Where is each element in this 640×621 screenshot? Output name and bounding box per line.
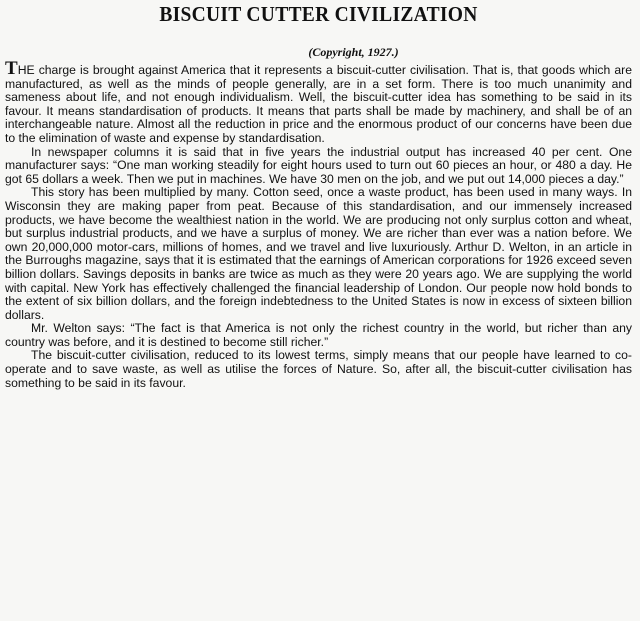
paragraph-2: In newspaper columns it is said that in five years the industrial output has increased 40 per cent. One manufacturer says: “One man working steadily for eight hours used to turn out 60 pieces an hour, or 480 a day. He got 65 dollars a week. Then we put in machines. We have 30 men on the job, and we put out 14,000 pieces a day.” xyxy=(5,144,632,186)
paragraph-1 xyxy=(5,58,632,146)
drop-cap: T xyxy=(5,58,18,79)
paragraph-1-text: HE charge is brought against America that it represents a biscuit-cutter civilisation. That is, that goods which are manufactured, as well as the minds of people generally, are in a set form. There is too much unanimity and sameness about life, and not enough individualism. Well, the biscuit-cutter idea has something to be said in its favour. It means standardisation of products. It means that parts shall be made by machinery, and shall be of an interchangeable nature. Almost all the reduction in price and the enormous product of our concerns have been due to the elimination of waste and expense by standardisation. xyxy=(5,63,632,145)
article-title: BISCUIT CUTTER CIVILIZATION xyxy=(159,2,478,26)
article-body xyxy=(5,58,632,390)
paragraph-4: Mr. Welton says: “The fact is that America is not only the richest country in the world, but richer than any country was before, and it is destined to become still richer.” xyxy=(5,321,632,349)
copyright-line: (Copyright, 1927.) xyxy=(308,45,399,59)
paragraph-5: The biscuit-cutter civilisation, reduced to its lowest terms, simply means that our people have learned to co-operate and to save waste, as well as utilise the forces of Nature. So, after all, the biscuit-cutter civilisation has something to be said in its favour. xyxy=(5,348,632,390)
paragraph-3: This story has been multiplied by many. Cotton seed, once a waste product, has been used in many ways. In Wisconsin they are making paper from peat. Because of this standardisation, and our immensely increased products, we have become the wealthiest nation in the world. We are producing not only surplus cotton and wheat, but surplus industrial products, and we have a surplus of money. We are richer than ever was a nation before. We own 20,000,000 motor-cars, millions of homes, and we travel and live luxuriously. Arthur D. Welton, in an article in the Burroughs magazine, says that it is estimated that the earnings of American corporations for 1926 exceed seven billion dollars. Savings deposits in banks are twice as much as they were 20 years ago. We are supplying the world with capital. New York has effectively challenged the financial leadership of London. Our people now hold bonds to the extent of six billion dollars, and the foreign indebtedness to the United States is now in excess of sixteen billion dollars. xyxy=(5,185,632,322)
